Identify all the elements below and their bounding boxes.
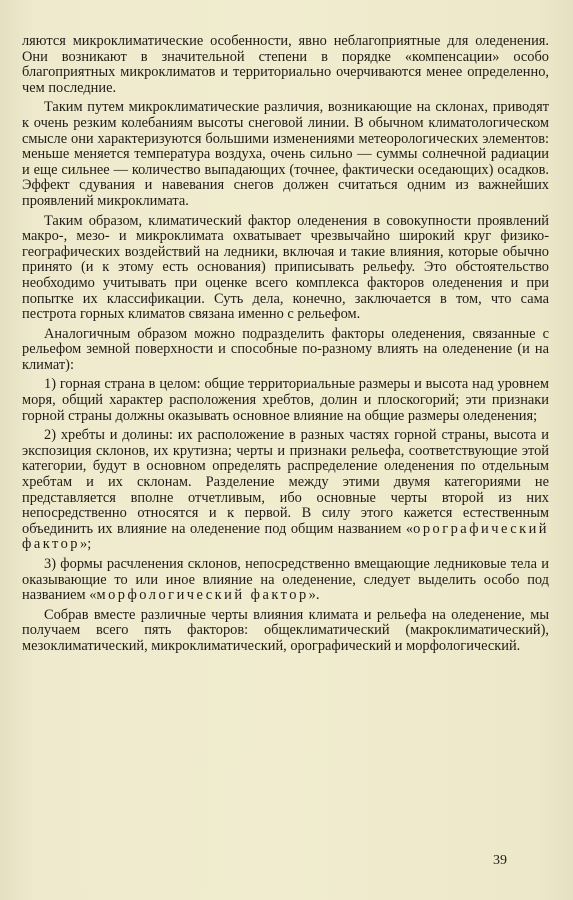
paragraph-7 <box>22 557 549 604</box>
emphasis-orographic: орографический фактор <box>22 520 549 553</box>
paragraph-2: Таким путем микроклиматические различия, возникающие на склонах, приводят к очень резким колебаниям высоты снеговой линии. В обычном климатологическом смысле они характеризуются большими изменениями метеорологических элементов: меньше меняется температура воздуха, очень сильно — суммы солнечной радиации и еще сильнее — количество выпадающих (точнее, фактически оседающих) осадков. Эффект сдувания и навевания снегов должен считаться одним из важнейших проявлений микроклимата. <box>22 99 549 209</box>
paragraph-4: Аналогичным образом можно подразделить факторы оледенения, связанные с рельефом земной поверхности и способные по-разному влиять на оледенение (и на климат): <box>22 325 549 373</box>
paragraph-7-text: 3) формы расчленения склонов, непосредственно вмещающие ледниковые тела и оказывающие то или иное влияние на оледенение, следует выделить особо под названием « <box>22 556 549 604</box>
page-number: 39 <box>493 853 507 868</box>
paragraph-6-tail: »; <box>80 536 92 553</box>
emphasis-morphological: морфологический фактор <box>96 587 309 604</box>
paragraph-8: Собрав вместе различные черты влияния климата и рельефа на оледенение, мы получаем всего пять факторов: общеклиматический (макроклиматический), мезоклиматический, микроклиматический, орографический и морфологический. <box>22 606 549 654</box>
paragraph-6 <box>22 428 549 553</box>
paragraph-1: ляются микроклиматические особенности, явно неблагоприятные для оледенения. Они возникают в значительной степени в порядке «компенсации» особо благоприятных микроклиматов и территориально очерчиваются менее определенно, чем последние. <box>22 33 549 96</box>
paragraph-6-text: 2) хребты и долины: их расположение в разных частях горной страны, высота и экспозиция склонов, их крутизна; черты и признаки рельефа, соответствующие этой категории, будут в основном определять распределение оледенения по отдельным хребтам и их склонам. Разделение между этими двумя категориями не представляется вполне отчетливым, ибо основные черты второй из них непосредственно относятся и к первой. В силу этого кажется естественным объединить их влияние на оледенение под общим названием « <box>22 427 549 537</box>
main-text <box>22 34 549 659</box>
paragraph-5: 1) горная страна в целом: общие территориальные размеры и высота над уровнем моря, общий характер расположения хребтов, долин и плоскогорий; эти признаки горной страны должны оказывать основное влияние на общие размеры оледенения; <box>22 376 549 424</box>
paragraph-3: Таким образом, климатический фактор оледенения в совокупности проявлений макро-, мезо- и микроклимата охватывает чрезвычайно широкий круг физико-географических воздействий на ледники, включая и такие влияния, которые обычно принято (и к этому есть основания) приписывать рельефу. Это обстоятельство необходимо учитывать при оценке всего комплекса факторов оледенения и при попытке их классификации. Суть дела, конечно, заключается в том, что сама пестрота горных климатов связана именно с рельефом. <box>22 212 549 323</box>
paragraph-7-tail: ». <box>308 587 320 604</box>
